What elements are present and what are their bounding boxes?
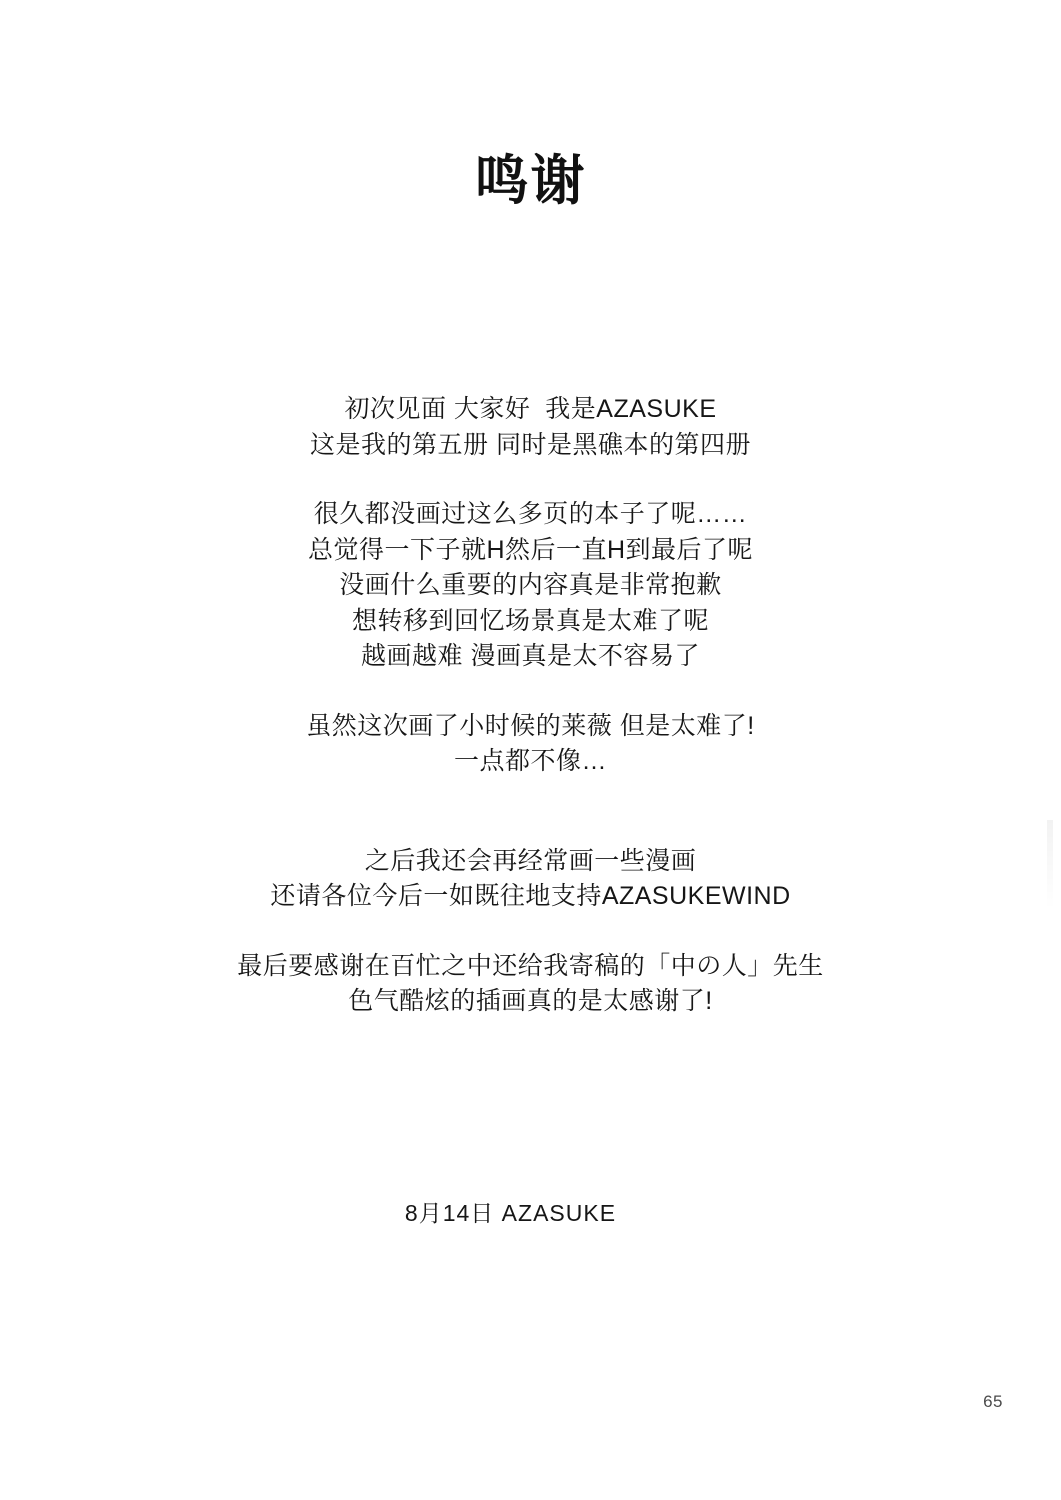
text-line: 越画越难 漫画真是太不容易了 <box>361 642 700 670</box>
paragraph-5 <box>0 949 1061 1020</box>
paragraph-1 <box>0 392 1061 463</box>
afterword-body <box>0 392 1061 1020</box>
paragraph-spacer <box>0 814 1061 844</box>
text-line: 总觉得一下子就H然后一直H到最后了呢 <box>307 535 754 564</box>
page-number: 65 <box>983 1392 1003 1411</box>
page-title: 鸣谢 <box>474 151 587 211</box>
text-line: 想转移到回忆场景真是太难了呢 <box>351 606 709 635</box>
text-line: 一点都不像… <box>453 747 607 775</box>
paragraph-4 <box>0 844 1061 915</box>
text-line: 最后要感谢在百忙之中还给我寄稿的「中の人」先生 <box>237 951 824 980</box>
text-line: 这是我的第五册 同时是黑礁本的第四册 <box>310 430 751 459</box>
signature: 8月14日 AZASUKE <box>404 1200 617 1226</box>
text-line: 没画什么重要的内容真是非常抱歉 <box>339 571 722 599</box>
text-line: 初次见面 大家好 我是AZASUKE <box>344 395 717 423</box>
text-line: 之后我还会再经常画一些漫画 <box>364 846 697 875</box>
paragraph-2 <box>0 497 1061 675</box>
text-line: 色气酷炫的插画真的是太感谢了! <box>348 987 713 1015</box>
text-line: 还请各位今后一如既往地支持AZASUKEWIND <box>270 882 791 910</box>
paragraph-3 <box>0 709 1061 780</box>
page-edge-artifact <box>1047 820 1053 910</box>
text-line: 很久都没画过这么多页的本子了呢…… <box>313 500 748 528</box>
text-line: 虽然这次画了小时候的莱薇 但是太难了! <box>306 711 755 740</box>
